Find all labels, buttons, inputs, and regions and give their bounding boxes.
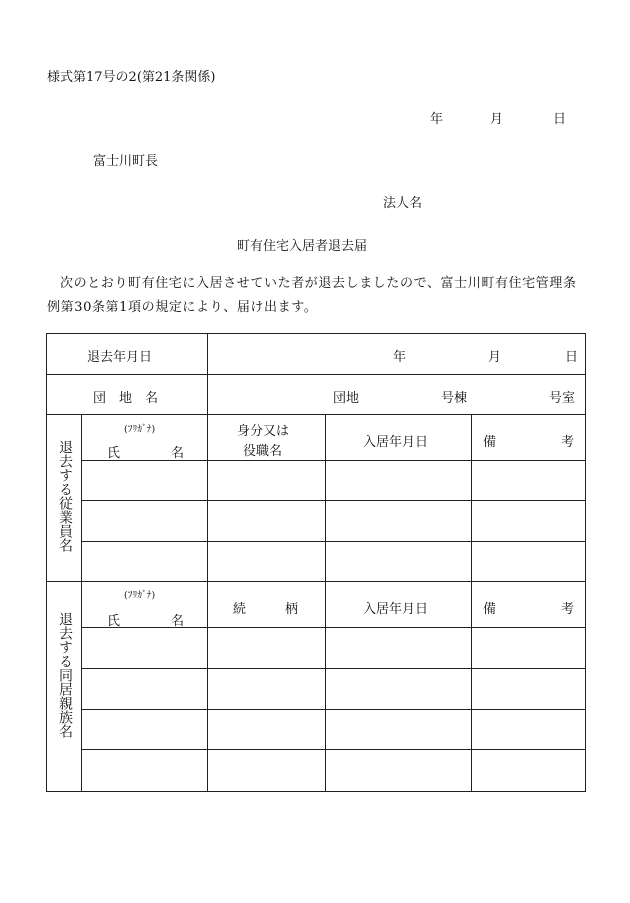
move-in-date-label: 入居年月日 bbox=[363, 435, 429, 450]
remarks-label-a: 備 bbox=[483, 602, 497, 617]
date-year-label: 年 bbox=[430, 112, 444, 127]
relative-row[interactable] bbox=[82, 628, 585, 668]
move-in-date-label: 入居年月日 bbox=[363, 602, 429, 617]
notification-table bbox=[46, 333, 586, 792]
position-label-line2: 役職名 bbox=[243, 444, 283, 459]
name-label-a: 氏 bbox=[107, 446, 121, 461]
move-out-date-field[interactable] bbox=[209, 336, 583, 373]
document-title: 町有住宅入居者退去届 bbox=[237, 239, 368, 254]
relative-row[interactable] bbox=[82, 710, 585, 749]
employee-row[interactable] bbox=[82, 501, 585, 541]
name-label-b: 名 bbox=[171, 446, 185, 461]
employees-side-text: 退去する従業員名 bbox=[57, 440, 73, 552]
relationship-label-a: 続 bbox=[233, 602, 247, 617]
move-out-month-label: 月 bbox=[488, 350, 502, 365]
relative-row[interactable] bbox=[82, 669, 585, 709]
form-code: 様式第17号の2(第21条関係) bbox=[47, 70, 216, 85]
move-out-year-label: 年 bbox=[393, 350, 407, 365]
relatives-side-text: 退去する同居親族名 bbox=[57, 612, 73, 738]
name-label-b: 名 bbox=[171, 614, 185, 629]
date-month-label: 月 bbox=[490, 112, 504, 127]
complex-field[interactable] bbox=[209, 376, 583, 413]
remarks-label-b: 考 bbox=[561, 602, 575, 617]
furigana-label: (ﾌﾘｶﾞﾅ) bbox=[124, 590, 156, 601]
building-number-label: 号棟 bbox=[441, 391, 468, 406]
remarks-label-a: 備 bbox=[483, 435, 497, 450]
move-out-day-label: 日 bbox=[565, 350, 579, 365]
remarks-label-b: 考 bbox=[561, 435, 575, 450]
position-label-line1: 身分又は bbox=[237, 424, 290, 439]
relatives-side-label bbox=[56, 612, 73, 738]
name-label-a: 氏 bbox=[107, 614, 121, 629]
employee-row[interactable] bbox=[82, 542, 585, 581]
complex-name-label: 団 地 名 bbox=[93, 391, 159, 406]
body-text: 次のとおり町有住宅に入居させていた者が退去しましたので、富士川町有住宅管理条例第30条第1項の規定により、届け出ます。 bbox=[47, 276, 577, 315]
corporation-name-label: 法人名 bbox=[383, 196, 423, 211]
addressee: 富士川町長 bbox=[93, 154, 159, 169]
employee-row[interactable] bbox=[82, 461, 585, 500]
complex-unit-label: 団地 bbox=[333, 391, 360, 406]
room-number-label: 号室 bbox=[549, 391, 576, 406]
move-out-date-label: 退去年月日 bbox=[87, 350, 153, 365]
employees-side-label bbox=[56, 440, 73, 552]
relative-row[interactable] bbox=[82, 750, 585, 790]
relationship-label-b: 柄 bbox=[285, 602, 299, 617]
date-day-label: 日 bbox=[553, 112, 567, 127]
furigana-label: (ﾌﾘｶﾞﾅ) bbox=[124, 424, 156, 435]
